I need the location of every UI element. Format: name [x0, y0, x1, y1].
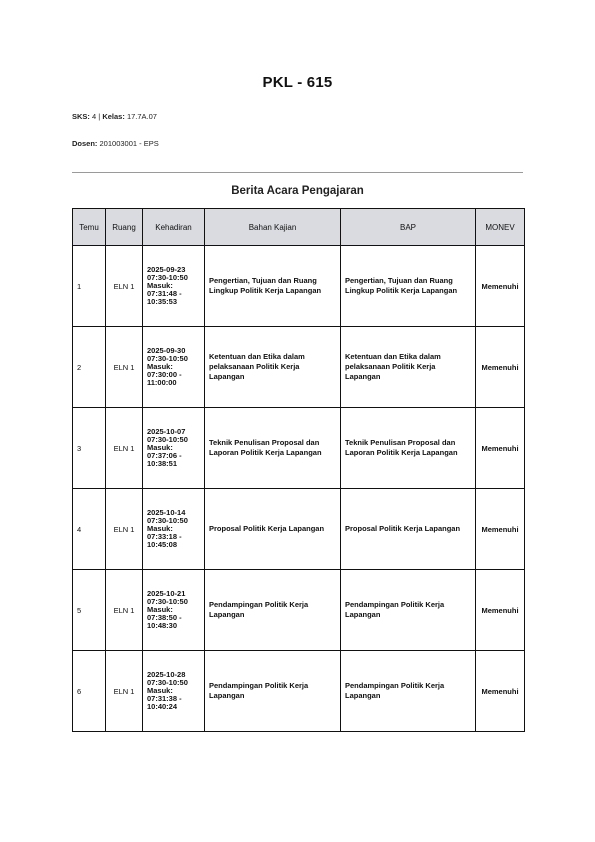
kelas-value: 17.7A.07	[126, 112, 157, 121]
cell-bap: Proposal Politik Kerja Lapangan	[341, 489, 476, 570]
attendance-in: 07:38:50 -	[147, 613, 182, 622]
attendance-date: 2025-10-28	[147, 670, 186, 679]
table-row	[73, 570, 525, 651]
cell-monev: Memenuhi	[476, 651, 525, 732]
attendance-date: 2025-10-07	[147, 427, 186, 436]
attendance-out: 10:35:53	[147, 297, 178, 306]
attendance-schedule: 07:30-10:50	[147, 597, 188, 606]
attendance-date: 2025-09-23	[147, 265, 186, 274]
sks-label: SKS:	[72, 112, 90, 121]
header-ruang: Ruang	[106, 209, 143, 246]
attendance-out: 11:00:00	[147, 378, 177, 387]
cell-temu: 2	[73, 327, 106, 408]
table-row	[73, 327, 525, 408]
table-row	[73, 489, 525, 570]
header-bap: BAP	[341, 209, 476, 246]
cell-ruang: ELN 1	[106, 489, 143, 570]
attendance-label: Masuk:	[147, 281, 173, 290]
horizontal-divider	[72, 172, 523, 173]
cell-bap: Pendampingan Politik Kerja Lapangan	[341, 570, 476, 651]
cell-bap: Pengertian, Tujuan dan Ruang Lingkup Politik Kerja Lapangan	[341, 246, 476, 327]
cell-bahan-kajian: Pendampingan Politik Kerja Lapangan	[205, 651, 341, 732]
cell-bap: Ketentuan dan Etika dalam pelaksanaan Politik Kerja Lapangan	[341, 327, 476, 408]
dosen-value: 201003001 - EPS	[99, 139, 159, 148]
cell-ruang: ELN 1	[106, 327, 143, 408]
attendance-schedule: 07:30-10:50	[147, 678, 188, 687]
cell-bahan-kajian: Proposal Politik Kerja Lapangan	[205, 489, 341, 570]
cell-bahan-kajian: Pendampingan Politik Kerja Lapangan	[205, 570, 341, 651]
attendance-out: 10:38:51	[147, 459, 178, 468]
cell-monev: Memenuhi	[476, 327, 525, 408]
cell-monev: Memenuhi	[476, 408, 525, 489]
header-monev: MONEV	[476, 209, 525, 246]
dosen-label: Dosen:	[72, 139, 98, 148]
cell-ruang: ELN 1	[106, 408, 143, 489]
cell-monev: Memenuhi	[476, 246, 525, 327]
attendance-label: Masuk:	[147, 686, 173, 695]
teaching-report-table	[72, 208, 525, 732]
document-title: PKL - 615	[262, 74, 333, 91]
attendance-out: 10:45:08	[147, 540, 178, 549]
attendance-date: 2025-10-21	[147, 589, 186, 598]
attendance-schedule: 07:30-10:50	[147, 273, 188, 282]
cell-bap: Pendampingan Politik Kerja Lapangan	[341, 651, 476, 732]
attendance-in: 07:31:48 -	[147, 289, 182, 298]
sks-value: 4	[92, 112, 97, 121]
cell-bap: Teknik Penulisan Proposal dan Laporan Politik Kerja Lapangan	[341, 408, 476, 489]
cell-monev: Memenuhi	[476, 570, 525, 651]
attendance-schedule: 07:30-10:50	[147, 354, 188, 363]
cell-kehadiran	[143, 489, 205, 570]
header-bahan-kajian: Bahan Kajian	[205, 209, 341, 246]
attendance-label: Masuk:	[147, 362, 173, 371]
cell-monev: Memenuhi	[476, 489, 525, 570]
attendance-in: 07:33:18 -	[147, 532, 182, 541]
attendance-label: Masuk:	[147, 605, 173, 614]
section-title: Berita Acara Pengajaran	[231, 185, 364, 197]
attendance-out: 10:48:30	[147, 621, 178, 630]
cell-kehadiran	[143, 570, 205, 651]
attendance-date: 2025-10-14	[147, 508, 186, 517]
table-row	[73, 651, 525, 732]
cell-kehadiran	[143, 246, 205, 327]
table-row	[73, 408, 525, 489]
cell-temu: 6	[73, 651, 106, 732]
cell-ruang: ELN 1	[106, 651, 143, 732]
attendance-label: Masuk:	[147, 443, 173, 452]
attendance-schedule: 07:30-10:50	[147, 516, 188, 525]
meta-separator: |	[98, 112, 101, 121]
cell-kehadiran	[143, 651, 205, 732]
cell-ruang: ELN 1	[106, 570, 143, 651]
attendance-in: 07:31:38 -	[147, 694, 182, 703]
cell-bahan-kajian: Ketentuan dan Etika dalam pelaksanaan Politik Kerja Lapangan	[205, 327, 341, 408]
cell-bahan-kajian: Teknik Penulisan Proposal dan Laporan Politik Kerja Lapangan	[205, 408, 341, 489]
attendance-label: Masuk:	[147, 524, 173, 533]
cell-bahan-kajian: Pengertian, Tujuan dan Ruang Lingkup Politik Kerja Lapangan	[205, 246, 341, 327]
attendance-schedule: 07:30-10:50	[147, 435, 188, 444]
cell-temu: 4	[73, 489, 106, 570]
table-row	[73, 246, 525, 327]
cell-kehadiran	[143, 408, 205, 489]
cell-ruang: ELN 1	[106, 246, 143, 327]
cell-temu: 1	[73, 246, 106, 327]
course-meta-line	[72, 112, 157, 121]
attendance-out: 10:40:24	[147, 702, 178, 711]
cell-temu: 5	[73, 570, 106, 651]
attendance-in: 07:37:06 -	[147, 451, 182, 460]
lecturer-meta-line	[72, 139, 159, 148]
attendance-in: 07:30:00 -	[147, 370, 182, 379]
attendance-date: 2025-09-30	[147, 346, 186, 355]
cell-kehadiran	[143, 327, 205, 408]
header-temu: Temu	[73, 209, 106, 246]
cell-temu: 3	[73, 408, 106, 489]
header-kehadiran: Kehadiran	[143, 209, 205, 246]
table-header-row	[73, 209, 525, 246]
kelas-label: Kelas:	[102, 112, 125, 121]
